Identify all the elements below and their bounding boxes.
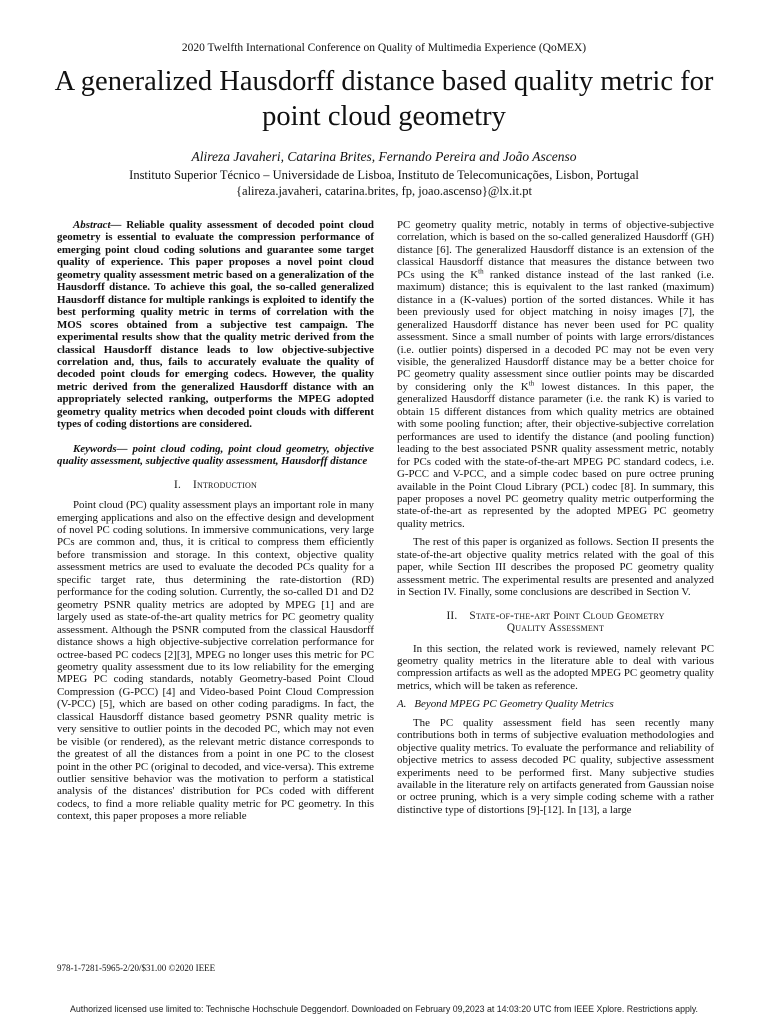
subsection-number: A. <box>397 698 407 711</box>
paper-title: A generalized Hausdorff distance based quality metric for point cloud geometry <box>54 66 714 132</box>
license-footer: Authorized licensed use limited to: Technische Hochschule Deggendorf. Downloaded on February 09,2023 at 14:03:20 UTC from IEEE Xplore. Restrictions apply. <box>69 1004 699 1014</box>
text-run: lowest distances. In this paper, the generalized Hausdorff distance parameter (i.e. the rank K) is varied to obtain 15 different distances from which quality metrics are obtained with some pooling function; after, their objective-subjective correlation performances are used to identify the distance (and pooling function) leading to the best associated PSNR quality assessment metric, notably for PCs coded with the state-of-the-art MPEG PC standard codecs, i.e. G-PCC and V-PCC, and a simple codec based on pure octree pruning available in the Point Cloud Library (PCL) codec [8]. In summary, this paper proposes a novel PC geometry quality metric outperforming the state-of-the-art as represented by the adopted MPEG PC geometry quality metrics. <box>397 380 715 530</box>
keywords-text: point cloud coding, point cloud geometry, objective quality assessment, subjective quality assessment, Hausdorff distance <box>57 442 374 468</box>
subsection-heading <box>397 698 714 710</box>
section-heading-state-of-the-art <box>397 610 714 635</box>
superscript: th <box>478 267 484 276</box>
section-heading-introduction <box>57 479 374 491</box>
text-run: PC geometry quality metric, notably in terms of objective-subjective correlation, which is based on the so-called generalized Hausdorff (GH) distance [6]. The generalized Hausdorff distance is an extension of the classical Hausdorff distance that measures the distance between two PCs using the K <box>397 219 714 281</box>
author-list: Alireza Javaheri, Catarina Brites, Fernando Pereira and João Ascenso <box>191 149 577 164</box>
author-emails: {alireza.javaheri, catarina.brites, fp, joao.ascenso}@lx.it.pt <box>236 184 532 198</box>
body-paragraph: The PC quality assessment field has seen recently many contributions both in terms of subjective evaluation methodologies and objective quality metrics. To evaluate the performance and reliability of objective metrics to assess decoded PC quality, subjective assessment experiments need to be performed first. Many subjective studies available in the literature rely on artifacts generated from Gaussian noise or octree pruning, which is a very simple coding scheme with a rather distinctive type of distortions [9]-[12]. In [13], a large <box>397 716 714 816</box>
left-column <box>57 219 374 829</box>
keywords <box>57 443 374 468</box>
intro-paragraph: Point cloud (PC) quality assessment plays an important role in many emerging applications and also on the effective design and development of novel PC coding solutions. In immersive communications, very large PCs are common and, thus, it is critical to compress them efficiently before transmission and storage. In this context, objective quality assessment metrics are used to evaluate the decoded PCs quality for a specific target rate, thus determining the rate-distortion (RD) performance for the coding solution. Currently, the so-called D1 and D2 geometry PSNR quality metrics are adopted by MPEG [1] and are largely used as state-of-the-art quality metrics for PC geometry quality assessment. Although the PSNR computed from the classical Hausdorff distance shows a high objective-subjective correlation performance for octree-based PC codecs [2][3], MPEG no longer uses this metric for PC geometry quality assessment due to its low reliability for the emerging MPEG PC coding standards, notably Geometry-based Point Cloud Compression (G-PCC) [4] and Video-based Point Cloud Compression (V-PCC) [5], which are based on other coding paradigms. In fact, the classical Hausdorff distance based geometry PSNR quality metric is very sensitive to outlier points in the decoded PC, which may not even be visible (or rendered), as the relevant metric distance corresponds to the greatest of all the distances from a point in one PC to the closest point in the other PC (original to decoded, and vice-versa). This extreme outlier sensitive behavior was the motivation to perform a statistical analysis of the distances' distribution for PCs coded with different codecs, to find a more reliable quality metric for PC geometry. In this context, this paper proposes a more reliable <box>57 499 374 823</box>
body-paragraph <box>397 219 714 530</box>
section-number: I. <box>174 478 182 491</box>
isbn-copyright: 978-1-7281-5965-2/20/$31.00 ©2020 IEEE <box>57 963 216 973</box>
keywords-label: Keywords— <box>73 442 128 455</box>
abstract <box>57 219 374 431</box>
abstract-label: Abstract— <box>73 219 122 231</box>
body-paragraph: The rest of this paper is organized as follows. Section II presents the state-of-the-art objective quality metrics related with the goal of this paper, while Section III describes the proposed PC geometry quality assessment metric. The experimental results are presented and analyzed in Section IV. Finally, some conclusions are described in Section V. <box>397 536 714 599</box>
section-title: Introduction <box>193 478 257 491</box>
section-number: II. <box>446 609 458 622</box>
body-paragraph: In this section, the related work is reviewed, namely relevant PC geometry quality metrics in the literature able to deal with various compression artifacts as well as the adopted MPEG PC geometry quality metrics, which will be taken as reference. <box>397 642 714 692</box>
section-title-line1: State-of-the-art Point Cloud Geometry <box>469 609 665 622</box>
affiliation: Instituto Superior Técnico – Universidade de Lisboa, Instituto de Telecomunicações, Lisbon, Portugal <box>129 168 639 182</box>
right-column <box>397 219 714 822</box>
conference-header: 2020 Twelfth International Conference on Quality of Multimedia Experience (QoMEX) <box>181 42 587 54</box>
superscript: th <box>528 379 535 388</box>
abstract-text: Reliable quality assessment of decoded point cloud geometry is essential to evaluate the compression performance of emerging point cloud coding solutions and guarantee some target quality of experience. This paper proposes a novel point cloud geometry quality assessment metric based on a generalization of the Hausdorff distance. To achieve this goal, the so-called generalized Hausdorff distance for multiple rankings is exploited to identify the best performing quality metric in terms of correlation with the MOS scores obtained from a subjective test campaign. The experimental results show that the quality metric derived from the classical Hausdorff distance leads to low objective-subjective correlation and, thus, fails to accurately evaluate the quality of decoded point clouds for emerging codecs. However, the quality metric derived from the generalized Hausdorff distance with an appropriately selected ranking, outperforms the MPEG adopted geometry quality metrics when decoded point clouds with different types of coding distortions are considered. <box>57 219 374 431</box>
section-title-line2: Quality Assessment <box>506 622 605 635</box>
affiliation-block <box>0 167 768 199</box>
subsection-title: Beyond MPEG PC Geometry Quality Metrics <box>414 698 614 711</box>
text-run: ranked distance instead of the last ranked (i.e. maximum) distance; this is equivalent to the last ranked (maximum) distance in a (K-values) portion of the sorted distances. While it has been previously used for object matching in noisy images [7], the generalized Hausdorff distance has never been used for PC quality assessment. Since a small number of points with large errors/distances (i.e. outlier points) dispersed in a decoded PC may not be even very visible, the generalized Hausdorff distance may be a better choice for PC geometry quality assessment since outlier points may be discarded by considering only the K <box>397 268 714 393</box>
